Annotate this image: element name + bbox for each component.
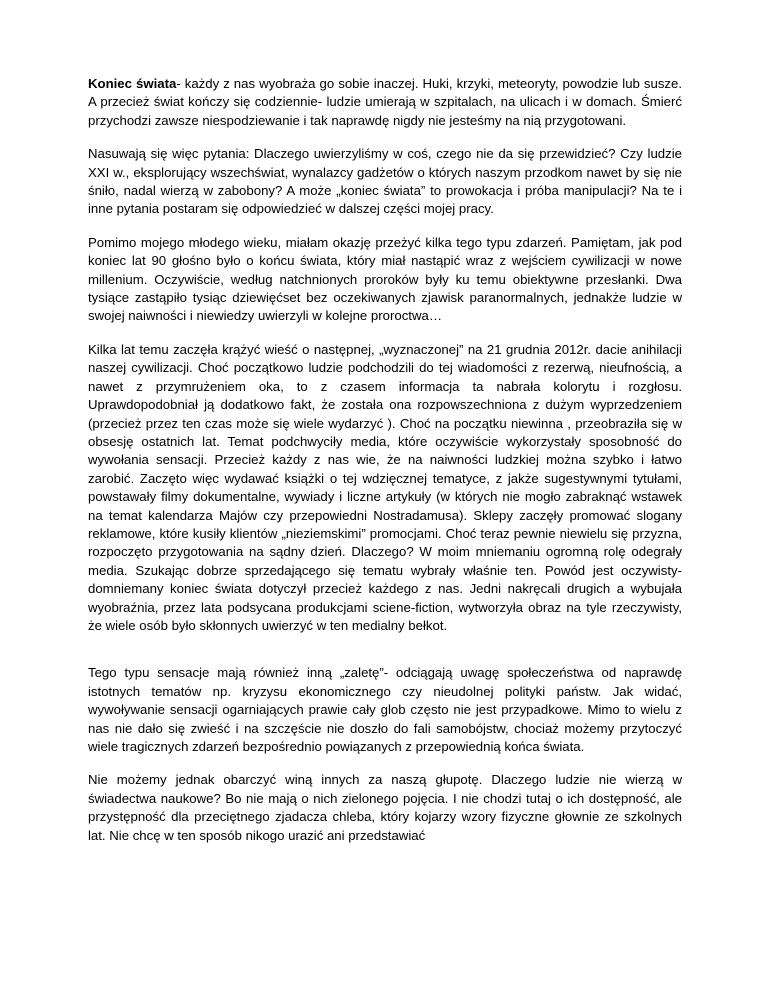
paragraph-1 bbox=[88, 75, 682, 130]
paragraph-3: Pomimo mojego młodego wieku, miałam okazję przeżyć kilka tego typu zdarzeń. Pamiętam, jak pod koniec lat 90 głośno było o końcu świata, który miał nastąpić wraz z wejściem cywilizacji w nowe millenium. Oczywiście, według natchnionych proroków były ku temu obiektywne przesłanki. Dwa tysiące zastąpiło tysiąc dziewięćset bez oczekiwanych zjawisk paranormalnych, jednakże ludzie w swojej naiwności i niewiedzy uwierzyli w kolejne proroctwa… bbox=[88, 234, 682, 324]
paragraph-4: Kilka lat temu zaczęła krążyć wieść o następnej, „wyznaczonej” na 21 grudnia 2012r. dacie anihilacji naszej cywilizacji. Choć początkowo ludzie podchodzili do tej wiadomości z rezerwą, nieufnością, a nawet z przymrużeniem oka, to z czasem informacja ta nabrała kolorytu i rozgłosu. Uprawdopodobniał ją dodatkowo fakt, że została ona rozpowszechniona z dużym wyprzedzeniem (przecież przez ten czas może się wiele wydarzyć ). Choć na początku niewinna , przeobraziła się w obsesję ostatnich lat. Temat podchwyciły media, które oczywiście wykorzystały sposobność do wywołania sensacji. Przecież każdy z nas wie, że na naiwności ludzkiej można szybko i łatwo zarobić. Zaczęto więc wydawać książki o tej wdzięcznej tematyce, z jakże sugestywnymi tytułami, powstawały filmy dokumentalne, wywiady i liczne artykuły (w których nie mogło zabraknąć wstawek na temat kalendarza Majów czy przepowiedni Nostradamusa). Sklepy zaczęły promować slogany reklamowe, które kusiły klientów „nieziemskimi” promocjami. Choć teraz pewnie niewielu się przyzna, rozpoczęto przygotowania na sądny dzień. Dlaczego? W moim mniemaniu ogromną rolę odegrały media. Szukając dobrze sprzedającego się tematu wybrały właśnie ten. Powód jest oczywisty- domniemany koniec świata dotyczył przecież każdego z nas. Jedni nakręcali drugich a wybujała wyobraźnia, przez lata podsycana produkcjami sciene-fiction, wytworzyła obraz na tyle rzeczywisty, że wiele osób było skłonnych uwierzyć w ten medialny bełkot. bbox=[88, 341, 682, 633]
paragraph-6: Nie możemy jednak obarczyć winą innych za naszą głupotę. Dlaczego ludzie nie wierzą w świadectwa naukowe? Bo nie mają o nich zielonego pojęcia. I nie chodzi tutaj o ich dostępność, ale przystępność dla przeciętnego zjadacza chleba, który kojarzy wzory fizyczne głownie ze szkolnych lat. Nie chcę w ten sposób nikogo urazić ani przedstawiać bbox=[88, 772, 682, 843]
paragraph-2: Nasuwają się więc pytania: Dlaczego uwierzyliśmy w coś, czego nie da się przewidzieć? Czy ludzie XXI w., eksplorujący wszechświat, wynalazcy gadżetów o których naszym przodkom nawet by się nie śniło, nadal wierzą w zabobony? A może „koniec świata” to prowokacja i próba manipulacji? Na te i inne pytania postaram się odpowiedzieć w dalszej części mojej pracy. bbox=[88, 146, 682, 217]
paragraph-5: Tego typu sensacje mają również inną „zaletę”- odciągają uwagę społeczeństwa od naprawdę istotnych tematów np. kryzysu ekonomicznego czy nieudolnej polityki państw. Jak widać, wywoływanie sensacji ogarniających prawie cały glob często nie jest przypadkowe. Mimo to wielu z nas nie dało się zwieść i na szczęście nie doszło do fali samobójstw, chociaż możemy przytoczyć wiele tragicznych zdarzeń bezpośrednio powiązanych z przepowiednią końca świata. bbox=[88, 665, 682, 754]
document-page bbox=[88, 75, 682, 845]
paragraph-1-text: - każdy z nas wyobraża go sobie inaczej. Huki, krzyki, meteoryty, powodzie lub susze. A przecież świat kończy się codziennie- ludzie umierają w szpitalach, na ulicach i w domach. Śmierć przychodzi zawsze niespodziewanie i tak naprawdę nigdy nie jesteśmy na nią przygotowani. bbox=[88, 76, 683, 128]
lead-title: Koniec świata bbox=[88, 76, 177, 91]
